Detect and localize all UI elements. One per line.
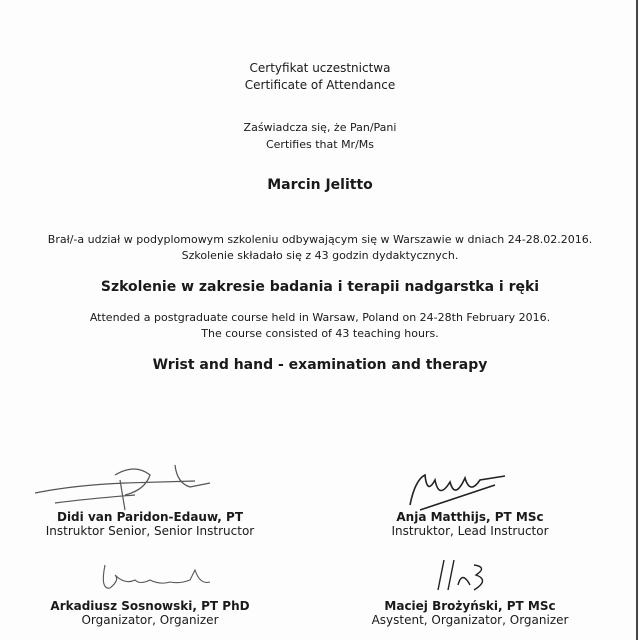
signatory-role: Instruktor, Lead Instructor <box>391 524 549 538</box>
signatory-name: Anja Matthijs, PT MSc <box>396 510 544 524</box>
signature-maciej <box>430 555 500 595</box>
signature-anja <box>405 470 515 515</box>
signature-arkadiusz <box>95 560 225 595</box>
title-pl: Certyfikat uczestnictwa <box>249 61 391 75</box>
body-pl-line1: Brał/-a udział w podyplomowym szkoleniu odbywającym się w Warszawie w dniach 24-28.02.2016. <box>47 233 593 246</box>
body-en-line2: The course consisted of 43 teaching hours. <box>201 327 439 340</box>
body-en-line1: Attended a postgraduate course held in Warsaw, Poland on 24-28th February 2016. <box>89 311 551 324</box>
signatory-name: Arkadiusz Sosnowski, PT PhD <box>50 599 250 613</box>
recipient-name: Marcin Jelitto <box>267 177 373 193</box>
certifies-en: Certifies that Mr/Ms <box>265 138 375 151</box>
signatory-role: Asystent, Organizator, Organizer <box>371 613 569 627</box>
signatory-4 <box>310 599 630 627</box>
signatory-2 <box>310 510 630 538</box>
signature-didi <box>25 455 225 515</box>
signatory-name: Didi van Paridon-Edauw, PT <box>56 510 244 524</box>
signatory-role: Organizator, Organizer <box>81 613 219 627</box>
course-title-pl: Szkolenie w zakresie badania i terapii nadgarstka i ręki <box>100 279 540 295</box>
signatory-1 <box>0 510 310 538</box>
title-en: Certificate of Attendance <box>244 78 396 92</box>
certifies-pl: Zaświadcza się, że Pan/Pani <box>243 121 397 134</box>
signatory-3 <box>0 599 310 627</box>
body-pl-line2: Szkolenie składało się z 43 godzin dydaktycznych. <box>181 249 459 262</box>
signatory-name: Maciej Brożyński, PT MSc <box>384 599 556 613</box>
signatory-role: Instruktor Senior, Senior Instructor <box>45 524 255 538</box>
course-title-en: Wrist and hand - examination and therapy <box>152 357 488 373</box>
